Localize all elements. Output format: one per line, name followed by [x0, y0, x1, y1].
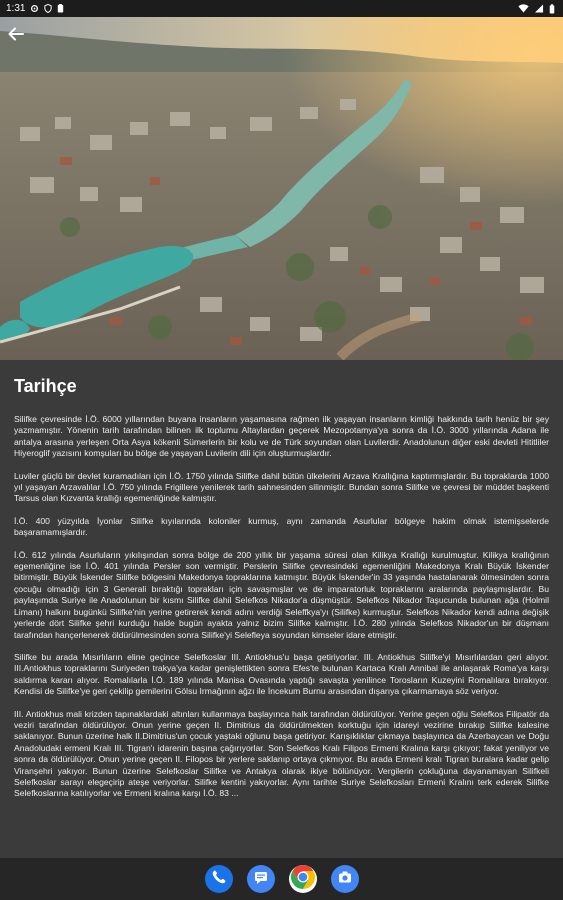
wifi-icon	[518, 4, 529, 13]
article-paragraph: III. Antiokhus mali krizden tapınaklardaki altınları kullanmaya başlayınca halk tarafından öldürülüyor. Yerine geçen oğlu Selefkos Filipatör da veziri tarafından öldürülüyor. Onun yerine geçen II. Dimitrius da öldürülmekten korktuğu için idareyi vezirine bırakıp Silifke kalesine saklanıyor. Bunun üzerine halk II.Dimitrius'un çocuk yaştaki oğlunu başa getiriyor. Karışıklıklar çıkmaya başlayınca da Azerbaycan ve Doğu Anadoludaki ermeni Kralı III. Tigran'ı idarenin başına çağırıyorlar. Son Selefkos Kralı Filipos Ermeni Kralına karşı çıkıyor; fakat yeniliyor ve sonra da öldürülüyor. Onun yerine geçen II. Filopos bir yerlere saklanıp ortaya çıkmıyor. Bu arada Ermeni kralı Tigran buralara kadar gelip Viranşehri yakıyor. Bunun üzerine Selefkoslar Silifke ve Antakya olarak ikiye bölünüyor. Vergilerin çokluğuna dayanamayan Silifkeli Selefkoslar sarayı elegeçirip ateşe veriyorlar. Silifke kentini yakıyorlar. Aynı tarihte Suriye Selefkosları Ermeni Kralını terk ederek Silifke Selefkoslarına katılıyorlar ve Ermeni kralına karşı İ.Ö. 83 ...	[14, 708, 549, 799]
messages-app-button[interactable]	[247, 865, 275, 893]
signal-icon	[534, 4, 544, 13]
hero-image	[0, 17, 563, 360]
settings-icon	[30, 4, 39, 13]
article-body	[0, 414, 563, 800]
status-time: 1:31	[6, 3, 26, 14]
app-dock	[0, 858, 563, 900]
messages-icon	[253, 869, 269, 890]
phone-icon	[211, 869, 227, 890]
camera-app-button[interactable]	[331, 865, 359, 893]
battery-saver-icon	[57, 4, 64, 13]
article-title: Tarihçe	[14, 376, 77, 396]
article-content[interactable]	[0, 360, 563, 858]
article-paragraph: Silifke bu arada Mısırlıların eline geçince Selefkoslar III. Antiokhus'u başa getiriyorlar. III. Antiokhus Silifke'yi Mısırlılardan geri alıyor. III.Antiokhus topraklarını Suriyeden trakya'ya kadar genişlettikten sonra Efes'te bulunan Kartaca Kralı Annibal ile anlaşarak Roma'ya karşı saldırma kararı alıyor. Romalılarla İ.Ö. 189 yılında Manisa Ovasında yaptığı savaşta yenilince Torosların Kuzeyini Romalılara bırakıyor. Kendisi de Silifke'ye geri çekilip gemilerini Gölsu Irmağının ağzı ile İncekum Burnu arasından dışarıya çıkarmamaya söz veriyor.	[14, 651, 549, 697]
camera-icon	[337, 869, 353, 890]
chrome-app-button[interactable]	[289, 865, 317, 893]
back-button[interactable]	[8, 27, 34, 49]
chrome-icon	[290, 864, 316, 895]
article-paragraph: İ.Ö. 612 yılında Asurluların yıkılışından sonra bölge de 200 yıllık bir yaşama süresi olan Kilikya Krallığı kurulmuştur. Kilikya krallığının egemenliğine ise İ.Ö. 401 yılında Persler son vermiştir. Perslerin Silifke çevresindeki egemenliğini Makedonya Kralı Büyük İskender bitirmiştir. Büyük İskender Silifke bölgesini Makedonya topraklarına katmıştır. Büyük İskender'in 33 yaşında hastalanarak ölmesinden sonra çocuğu olmadığı için 3 Generali bıraktığı toprakları için savaşmışlar ve de imparatorluk topraklarını aralarında paylaşmışlardır. Bu paylaşımda Suriye ile Anadolunun bir kısmı Silifke dahil Selefkos Nikador'a düşmüştür. Selefkos Nikador Taşucunda bulunan ağa (Holmil Limanı) halkını bugünkü Silifke'nin yerine getirerek kendi adını verdiği Seleffkya'yı (Silifke) kurmuştur. Selefkos Nikador kendi adına değişik yerlerde dört Silifke şehri kurduğu halde bugün ayakta yalnız bizim Silifke kalmıştır. İ.Ö. 280 yılında Selefkos Nikador'un bir düşmanı tarafından hançerlenerek öldürülmesinden sonra Silifke'yi Selefleya soyundan kimseler idare etmiştir.	[14, 549, 549, 640]
battery-icon	[549, 4, 555, 14]
article-paragraph: Silifke çevresinde İ.Ö. 6000 yıllarından buyana insanların yaşamasına rağmen ilk yaşayan insanların kimliği hakkında tarih henüz bir şey yazmamıştır. Yönenin tarih tarafından bilinen ilk toplumu Altaylardan geçerek Mezopotamya'ya sonra da İ.Ö. 3000 yıllarında Adana ile antalya arasına yerleşen Orta Asya kökenli Sümerlerin bir kolu ve de Türk soyundan olan Luvilerdir. Anadolunun diğer eski devleti Hititliler Hiyeroglif yazısını komşuları bu bölge de yaşayan Luvilerin dili için oluşturmuşlardır.	[14, 414, 549, 459]
phone-app-button[interactable]	[205, 865, 233, 893]
status-bar	[0, 0, 563, 17]
city-aerial-photo	[0, 17, 563, 360]
article-paragraph: Luviler güçlü bir devlet kuramadıları için İ.Ö. 1750 yılında Silifke dahil bütün ülkelerini Arzava Krallığına kaptırmışlardır. Bu topraklarda 1000 yıl yaşayan Arzavalılar İ.Ö. 750 yılında Frigillere yenilerek tarih sahnesinden silinmiştir. Bundan sonra Silifke ve çevresi bir müddet başkenti Tarsus olan Kızvanta krallığı egemenliğinde kalmıştır.	[14, 470, 549, 504]
article-paragraph: İ.Ö. 400 yüzyılda İyonlar Silifke kıyılarında koloniler kurmuş, aynı zamanda Asurlular bölgeye hakim olmak istemişselerde başaramamışlardır.	[14, 515, 549, 538]
shield-icon	[44, 4, 52, 13]
